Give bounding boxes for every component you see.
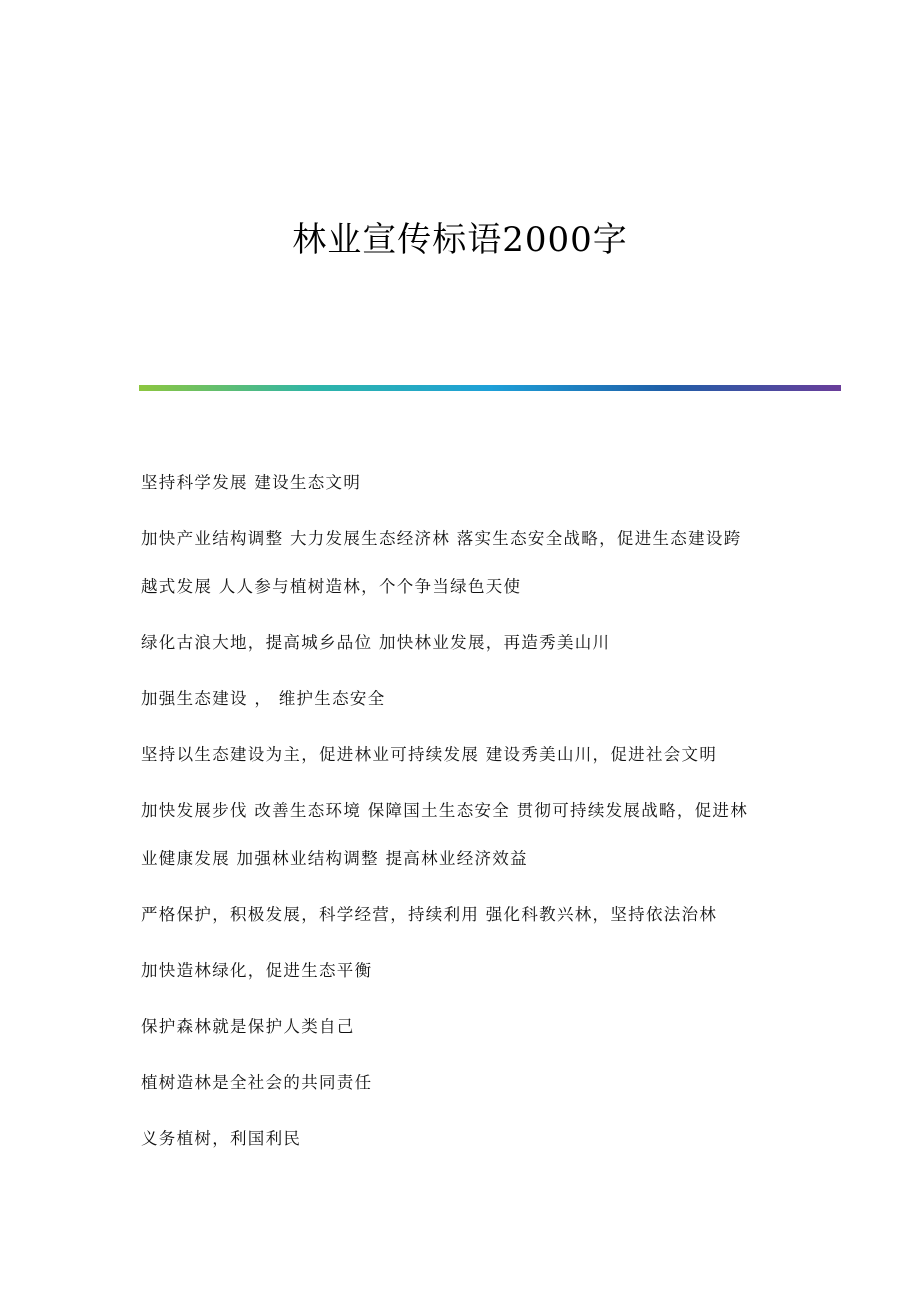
- slogan-line: 保护森林就是保护人类自己: [141, 1017, 355, 1036]
- slogan-line: 加快发展步伐 改善生态环境 保障国土生态安全 贯彻可持续发展战略，促进林: [141, 801, 749, 820]
- slogan-line: 植树造林是全社会的共同责任: [141, 1073, 373, 1092]
- slogan-line: 坚持以生态建设为主，促进林业可持续发展 建设秀美山川，促进社会文明: [141, 745, 718, 764]
- title-divider: [139, 385, 841, 391]
- slogan-line: 绿化古浪大地，提高城乡品位 加快林业发展，再造秀美山川: [141, 633, 611, 652]
- slogan-line: 严格保护，积极发展，科学经营，持续利用 强化科教兴林，坚持依法治林: [141, 905, 718, 924]
- slogan-line: 加强生态建设 ， 维护生态安全: [141, 689, 386, 708]
- document-title: 林业宣传标语2000字: [292, 220, 628, 260]
- slogan-line: 坚持科学发展 建设生态文明: [141, 473, 362, 492]
- slogan-line: 加快造林绿化，促进生态平衡: [141, 961, 373, 980]
- slogan-line: 加快产业结构调整 大力发展生态经济林 落实生态安全战略，促进生态建设跨: [141, 529, 742, 548]
- slogan-line: 义务植树，利国利民: [141, 1129, 302, 1148]
- slogan-line: 越式发展 人人参与植树造林，个个争当绿色天使: [141, 577, 522, 596]
- slogan-line: 业健康发展 加强林业结构调整 提高林业经济效益: [141, 849, 528, 868]
